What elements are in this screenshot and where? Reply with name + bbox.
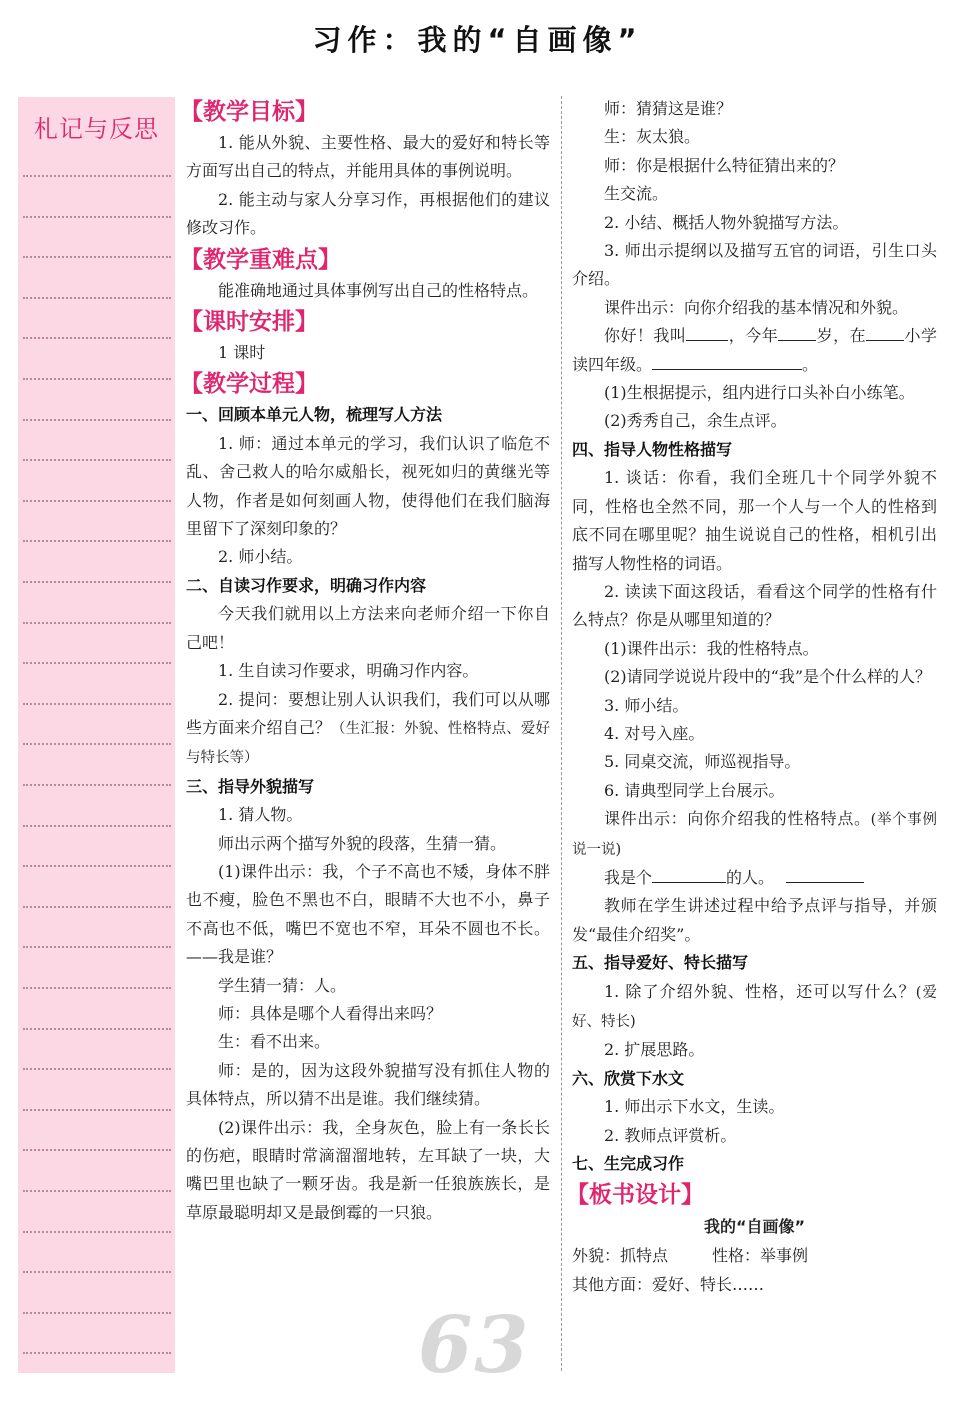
section-4-para-7: 5. 同桌交流，师巡视指导。 [604,752,801,772]
heading-teaching-process: 【教学过程】 [180,371,318,398]
notes-line [23,540,171,542]
blank-personality [652,865,726,883]
practice-1: (1)生根据提示，组内进行口头补白小练笔。 [604,383,915,403]
notes-line [23,419,171,421]
notes-line [23,1068,171,1070]
notes-line [23,662,171,664]
heading-teaching-goals: 【教学目标】 [180,99,318,125]
notes-line [23,1190,171,1192]
fill-in-template: 你好！我叫 ，今年 岁，在 小学读四年级。 。 [572,322,937,379]
blank-age [778,323,816,341]
heading-key-points: 【教学重难点】 [180,246,341,273]
notes-line [23,987,171,989]
notes-line [23,906,171,908]
notes-line [23,1231,171,1233]
notes-sidebar [18,97,175,1373]
notes-line [23,703,171,705]
section-3-para-7: 师：是的，因为这段外貌描写没有抓住人物的具体特点，所以猜不出是谁。我们继续猜。 [186,1060,550,1109]
section-4-para-6: 4. 对号入座。 [604,723,705,743]
section-2-answer: （生汇报：外貌、性格特点、爱好与特长等） [186,720,550,767]
section-4-title: 四、指导人物性格描写 [572,439,733,459]
section-5-para-2: 2. 扩展思路。 [604,1040,705,1060]
notes-line [23,581,171,583]
section-4-para-8: 6. 请典型同学上台展示。 [604,780,785,800]
section-5-para-1: 1. 除了介绍外貌、性格，还可以写什么？(爱好、特长) [572,981,937,1030]
section-6-para-2: 2. 教师点评赏析。 [604,1125,737,1145]
section-6-title: 六、欣赏下水文 [572,1068,685,1088]
left-column [180,95,550,1227]
blank-name [686,323,728,341]
board-title: 我的“自画像” [703,1217,806,1237]
dialogue-1: 师：猜猜这是谁？ [604,99,733,118]
key-points: 能准确地通过具体事例写出自己的性格特点。 [218,280,539,300]
section-5-title: 五、指导爱好、特长描写 [572,953,749,973]
notes-line [23,500,171,502]
goal-2: 2. 能主动与家人分享习作，再根据他们的建议修改习作。 [186,189,550,238]
notes-line [23,784,171,786]
section-3-para-4: 学生猜一猜：人。 [218,975,347,995]
section-3-para-2: 师出示两个描写外貌的段落，生猜一猜。 [218,833,507,853]
right-column [566,95,937,1299]
blank-extra [652,352,802,370]
section-3-para-8: (2)课件出示：我，全身灰色，脸上有一条长长的伤疤，眼睛时常滴溜溜地转，左耳缺了一块，大嘴巴里也缺了一颗牙齿。我是新一任狼族族长，是草原最聪明却又是最倒霉的一只狼。 [186,1117,550,1222]
blank-trailing [786,865,864,883]
notes-line [23,946,171,948]
section-3-title: 三、指导外貌描写 [186,776,315,796]
notes-line [23,459,171,461]
practice-2: (2)秀秀自己，余生点评。 [604,411,787,431]
notes-line [23,216,171,218]
notes-line [23,825,171,827]
section-1-para-1: 1. 师：通过本单元的学习，我们认识了临危不乱、舍己救人的哈尔威船长，视死如归的黄继光等人物，作者是如何刻画人物，使得他们在我们脑海里留下了深刻印象的？ [186,433,550,539]
heading-board-design: 【板书设计】 [566,1182,704,1209]
courseware-basic-info: 课件出示：向你介绍我的基本情况和外貌。 [604,297,909,317]
notes-title: 札记与反思 [34,115,159,143]
section-2-title: 二、自读习作要求，明确习作内容 [186,575,427,595]
section-3-para-6: 生：看不出来。 [218,1032,331,1052]
class-hours: 1 课时 [218,343,266,363]
step-3-outline: 3. 师出示提纲以及描写五官的词语，引生口头介绍。 [572,241,937,289]
section-1-para-2: 2. 师小结。 [218,547,303,567]
section-4-para-5: 3. 师小结。 [604,695,689,715]
heading-class-hours: 【课时安排】 [180,309,318,336]
blank-school [866,323,904,341]
notes-line [23,865,171,867]
personality-template: 我是个 的人。 [572,864,937,892]
notes-line [23,743,171,745]
section-4-para-9: 课件出示：向你介绍我的性格特点。(举个事例说一说) [572,809,937,858]
board-line-1: 外貌：抓特点 性格：举事例 [572,1246,809,1266]
notes-line [23,1149,171,1151]
notes-line [23,175,171,177]
notes-line [23,337,171,339]
section-7-title: 七、生完成习作 [572,1154,685,1174]
column-divider [561,96,562,1371]
section-1-title: 一、回顾本单元人物，梳理写人方法 [186,405,443,425]
notes-line [23,297,171,299]
section-3-para-1: 1. 猜人物。 [218,805,303,825]
section-2-para-1: 今天我们就用以上方法来向老师介绍一下你自己吧！ [186,604,550,652]
page-title: 习作：我的“自画像” [312,23,643,57]
section-3-para-3: (1)课件出示：我，个子不高也不矮，身体不胖也不瘦，脸色不黑也不白，眼睛不大也不小，鼻子不高也不低，嘴巴不宽也不窄，耳朵不圆也不长。——我是谁？ [186,861,550,967]
section-2-question: 2. 提问：要想让别人认识我们，我们可以从哪些方面来介绍自己？ [186,689,550,737]
section-2-para-3 [186,686,550,773]
notes-line [23,256,171,258]
dialogue-2: 生：灰太狼。 [604,127,701,147]
dialogue-4: 生交流。 [604,184,669,204]
notes-line [23,1028,171,1030]
section-2-para-2: 1. 生自读习作要求，明确习作内容。 [218,661,479,681]
notes-line [23,378,171,380]
section-4-para-1: 1. 谈话：你看，我们全班几十个同学外貌不同，性格也全然不同，那一个人与一个人的性格到底不同在哪里呢？抽生说说自己的性格，相机引出描写人物性格的词语。 [572,468,937,573]
section-4-para-2: 2. 读读下面这段话，看看这个同学的性格有什么特点？你是从哪里知道的？ [572,581,937,630]
section-3-para-5: 师：具体是哪个人看得出来吗？ [218,1003,443,1023]
notes-line [23,1312,171,1314]
board-line-2: 其他方面：爱好、特长…… [572,1274,765,1294]
section-4-para-3: (1)课件出示：我的性格特点。 [604,638,819,658]
notes-line [23,1109,171,1111]
step-2-summary: 2. 小结、概括人物外貌描写方法。 [604,212,849,232]
goal-1: 1. 能从外貌、主要性格、最大的爱好和特长等方面写出自己的特点，并能用具体的事例说明。 [186,133,550,181]
section-6-para-1: 1. 师出示下水文，生读。 [604,1097,785,1117]
notes-line [23,1352,171,1354]
notes-line [23,622,171,624]
section-4-para-4: (2)请同学说说片段中的“我”是个什么样的人？ [604,667,932,687]
page-number: 63 [418,1300,531,1391]
dialogue-3: 师：你是根据什么特征猜出来的？ [604,155,845,175]
notes-line [23,1271,171,1273]
section-4-para-10: 教师在学生讲述过程中给予点评与指导，并颁发“最佳介绍奖”。 [572,896,937,944]
